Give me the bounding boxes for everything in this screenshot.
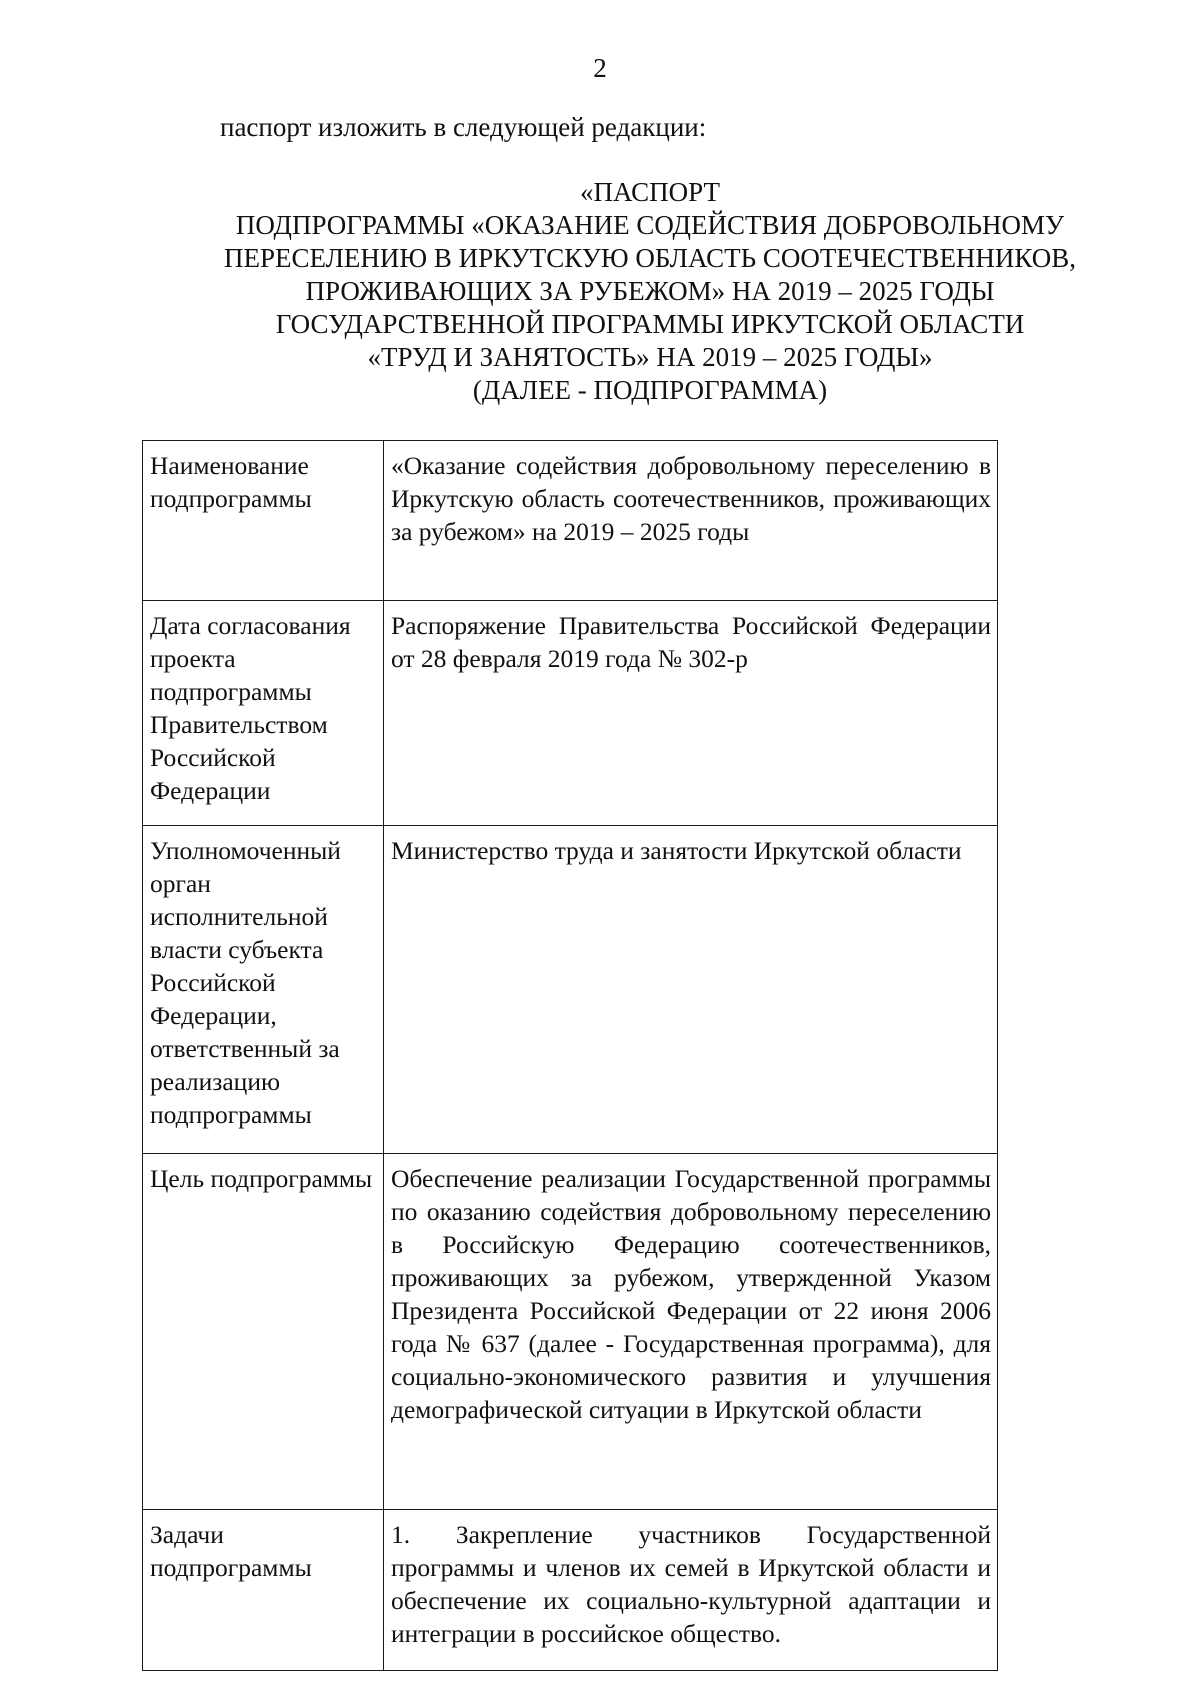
title-line: (ДАЛЕЕ - ПОДПРОГРАММА) [472,375,828,405]
page-number: 2 [593,53,607,83]
title-line: ГОСУДАРСТВЕННОЙ ПРОГРАММЫ ИРКУТСКОЙ ОБЛАСТИ [275,309,1025,339]
row-label: Задачи подпрограммы [143,1510,384,1671]
row-value: 1. Закрепление участников Государственной программы и членов их семей в Иркутской области и обеспечение их социально-культурной адаптации и интеграции в российское общество. [384,1510,998,1671]
title-line: ПЕРЕСЕЛЕНИЮ В ИРКУТСКУЮ ОБЛАСТЬ СООТЕЧЕСТВЕННИКОВ, [223,243,1077,273]
intro-text: паспорт изложить в следующей редакции: [220,112,707,142]
row-value: Министерство труда и занятости Иркутской области [384,826,998,1154]
row-label: Наименование подпрограммы [143,441,384,601]
table-row [143,441,998,601]
title-line: ПОДПРОГРАММЫ «ОКАЗАНИЕ СОДЕЙСТВИЯ ДОБРОВОЛЬНОМУ [235,210,1065,240]
title-line: ПРОЖИВАЮЩИХ ЗА РУБЕЖОМ» НА 2019 – 2025 ГОДЫ [305,276,995,306]
table-row [143,1510,998,1671]
table-row [143,1154,998,1510]
title-line: «ТРУД И ЗАНЯТОСТЬ» НА 2019 – 2025 ГОДЫ» [367,342,933,372]
row-value: Распоряжение Правительства Российской Федерации от 28 февраля 2019 года № 302-р [384,601,998,826]
row-label: Дата согласования проекта подпрограммы Правительством Российской Федерации [143,601,384,826]
table-row [143,601,998,826]
row-label: Уполномоченный орган исполнительной власти субъекта Российской Федерации, ответственный за реализацию подпрограммы [143,826,384,1154]
row-value: Обеспечение реализации Государственной программы по оказанию содействия добровольному переселению в Российскую Федерацию соотечественников, проживающих за рубежом, утвержденной Указом Президента Российской Федерации от 22 июня 2006 года № 637 (далее - Государственная программа), для социально-экономического развития и улучшения демографической ситуации в Иркутской области [384,1154,998,1510]
table-row [143,826,998,1154]
row-value: «Оказание содействия добровольному переселению в Иркутскую область соотечественников, проживающих за рубежом» на 2019 – 2025 годы [384,441,998,601]
row-label: Цель подпрограммы [143,1154,384,1510]
title-line: «ПАСПОРТ [580,177,720,207]
passport-title [140,176,1160,407]
passport-table [142,440,998,1671]
